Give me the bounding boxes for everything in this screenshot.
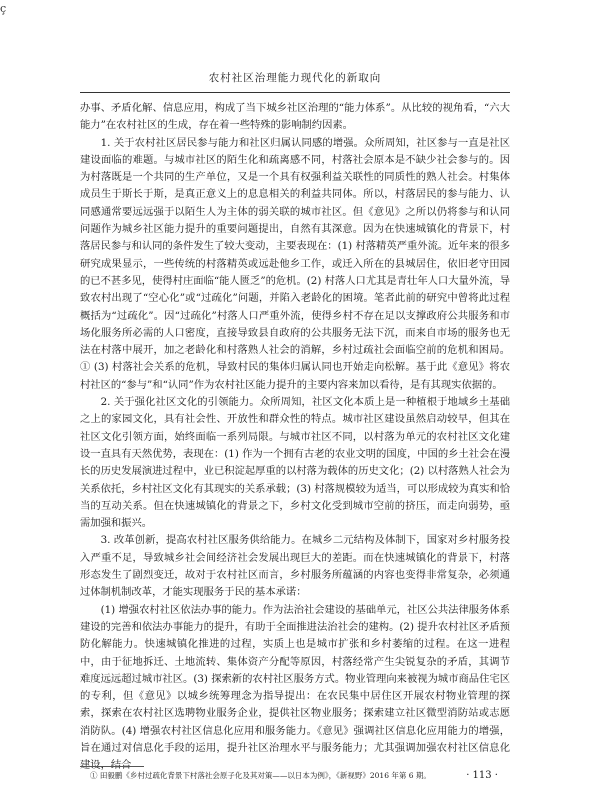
running-header: 农村社区治理能力现代化的新取向 [208, 72, 382, 84]
header-rule [80, 92, 510, 93]
footnote-rule [80, 766, 144, 767]
paragraph: 3. 改革创新，提高农村社区服务供给能力。在城乡二元结构及体制下，国家对乡村服务投入严重不足，导致城乡社会间经济社会发展出现巨大的差距。而在快速城镇化的背景下，村落形态发生了剧烈变迁，故对于农村社区而言，乡村服务所蕴涵的内容也变得非常复杂，必须通过体制机制改革，才能实现服务于民的基本承诺： [80, 534, 510, 599]
footnote: ① 田毅鹏《乡村过疏化背景下村落社会原子化及其对策——以日本为例》，《新视野》2016 年第 6 期。 [90, 771, 431, 780]
corner-mark: ç [0, 2, 7, 15]
paragraph: 2. 关于强化社区文化的引领能力。众所周知，社区文化本质上是一种植根于地域乡土基础之上的家园文化，具有社会性、开放性和群众性的特点。城市社区建设虽然启动较早，但其在社区文化引领方面，始终面临一系列局限。与城市社区不同，以村落为单元的农村社区文化建设一直具有天然优势，表现在：(1) 作为一个拥有古老的农业文明的国度，中国的乡土社会在漫长的历史发展演进过程中，业已积淀起厚重的以村落为载体的历史文化；(2) 以村落熟人社会为关系依托，乡村社区文化有其现实的关系承载；(3) 村落规模较为适当，可以形成较为真实和恰当的互动关系。但在快速城镇化的背景之下，乡村文化受到城市空前的挤压，而走向弱势，亟需加强和振兴。 [80, 396, 510, 530]
paragraph: 办事、矛盾化解、信息应用，构成了当下城乡社区治理的“能力体系”。从比较的视角看，“六大能力”在农村社区的生成，存在着一些特殊的影响制约因素。 [80, 102, 510, 132]
page-number: · 113 · [466, 770, 498, 781]
paragraph: 1. 关于农村社区居民参与能力和社区归属认同感的增强。众所周知，社区参与一直是社区建设面临的难题。与城市社区的陌生化和疏离感不同，村落社会原本是不缺少社会参与的。因为村落既是一个共同的生产单位，又是一个具有权强利益关联性的同质性的熟人社会。村集体成员生于斯长于斯，是真正意义上的息息相关的利益共同体。所以，村落居民的参与能力、认同感通常要远远强于以陌生人为主体的弱关联的城市社区。但《意见》之所以仍将参与和认同问题作为城乡社区能力提升的重要问题提出，自然有其深意。因为在快速城镇化的背景下，村落居民参与和认同的条件发生了较大变动，主要表现在：(1) 村落精英严重外流。近年来的很多研究成果显示，一些传统的村落精英或远赴他乡工作，或迁入所在的县城居住，依旧老守田园的已不甚多见，使得村庄面临“能人匮乏”的危机。(2) 村落人口尤其是青壮年人口大量外流，导致农村出现了“空心化”或“过疏化”问题，并陷入老龄化的困境。笔者此前的研究中曾将此过程概括为“过疏化”。因“过疏化”村落人口严重外流，使得乡村不存在足以支撑政府公共服务和市场化服务所必需的人口密度，直接导致县自政府的公共服务无法下沉，而来自市场的服务也无法在村落中展开，加之老龄化和村落熟人社会的消解，乡村过疏社会面临空前的危机和困局。① (3) 村落社会关系的危机，导致村民的集体归属认同也开始走向松解。基于此《意见》将农村社区的“参与”和“认同”作为农村社区能力提升的主要内容来加以看待，是有其现实依据的。 [80, 136, 510, 391]
paragraph: (1) 增强农村社区依法办事的能力。作为法治社会建设的基础单元，社区公共法律服务体系建设的完善和依法办事能力的提升，有助于全面推进法治社会的建构。(2) 提升农村社区矛盾预防化解能力。快速城镇化推进的过程，实质上也是城市扩张和乡村萎缩的过程。在这一进程中，由于征地拆迁、土地流转、集体资产分配等原因，村落经常产生尖锐复杂的矛盾，其调节难度远远超过城市社区。(3) 探索新的农村社区服务方式。物业管理向来被视为城市商品住宅区的专利，但《意见》以城乡统筹理念为指导提出：在农民集中居住区开展农村物业管理的探索，探索在农村社区选聘物业服务企业，提供社区物业服务；探索建立社区微型消防站或志愿消防队。(4) 增强农村社区信息化应用和服务能力。《意见》强调社区信息化应用能力的增强，旨在通过对信息化手段的运用，提升社区治理水平与服务能力；尤其强调加强农村社区信息化建设，结合 [80, 603, 510, 772]
article-body [80, 100, 510, 772]
